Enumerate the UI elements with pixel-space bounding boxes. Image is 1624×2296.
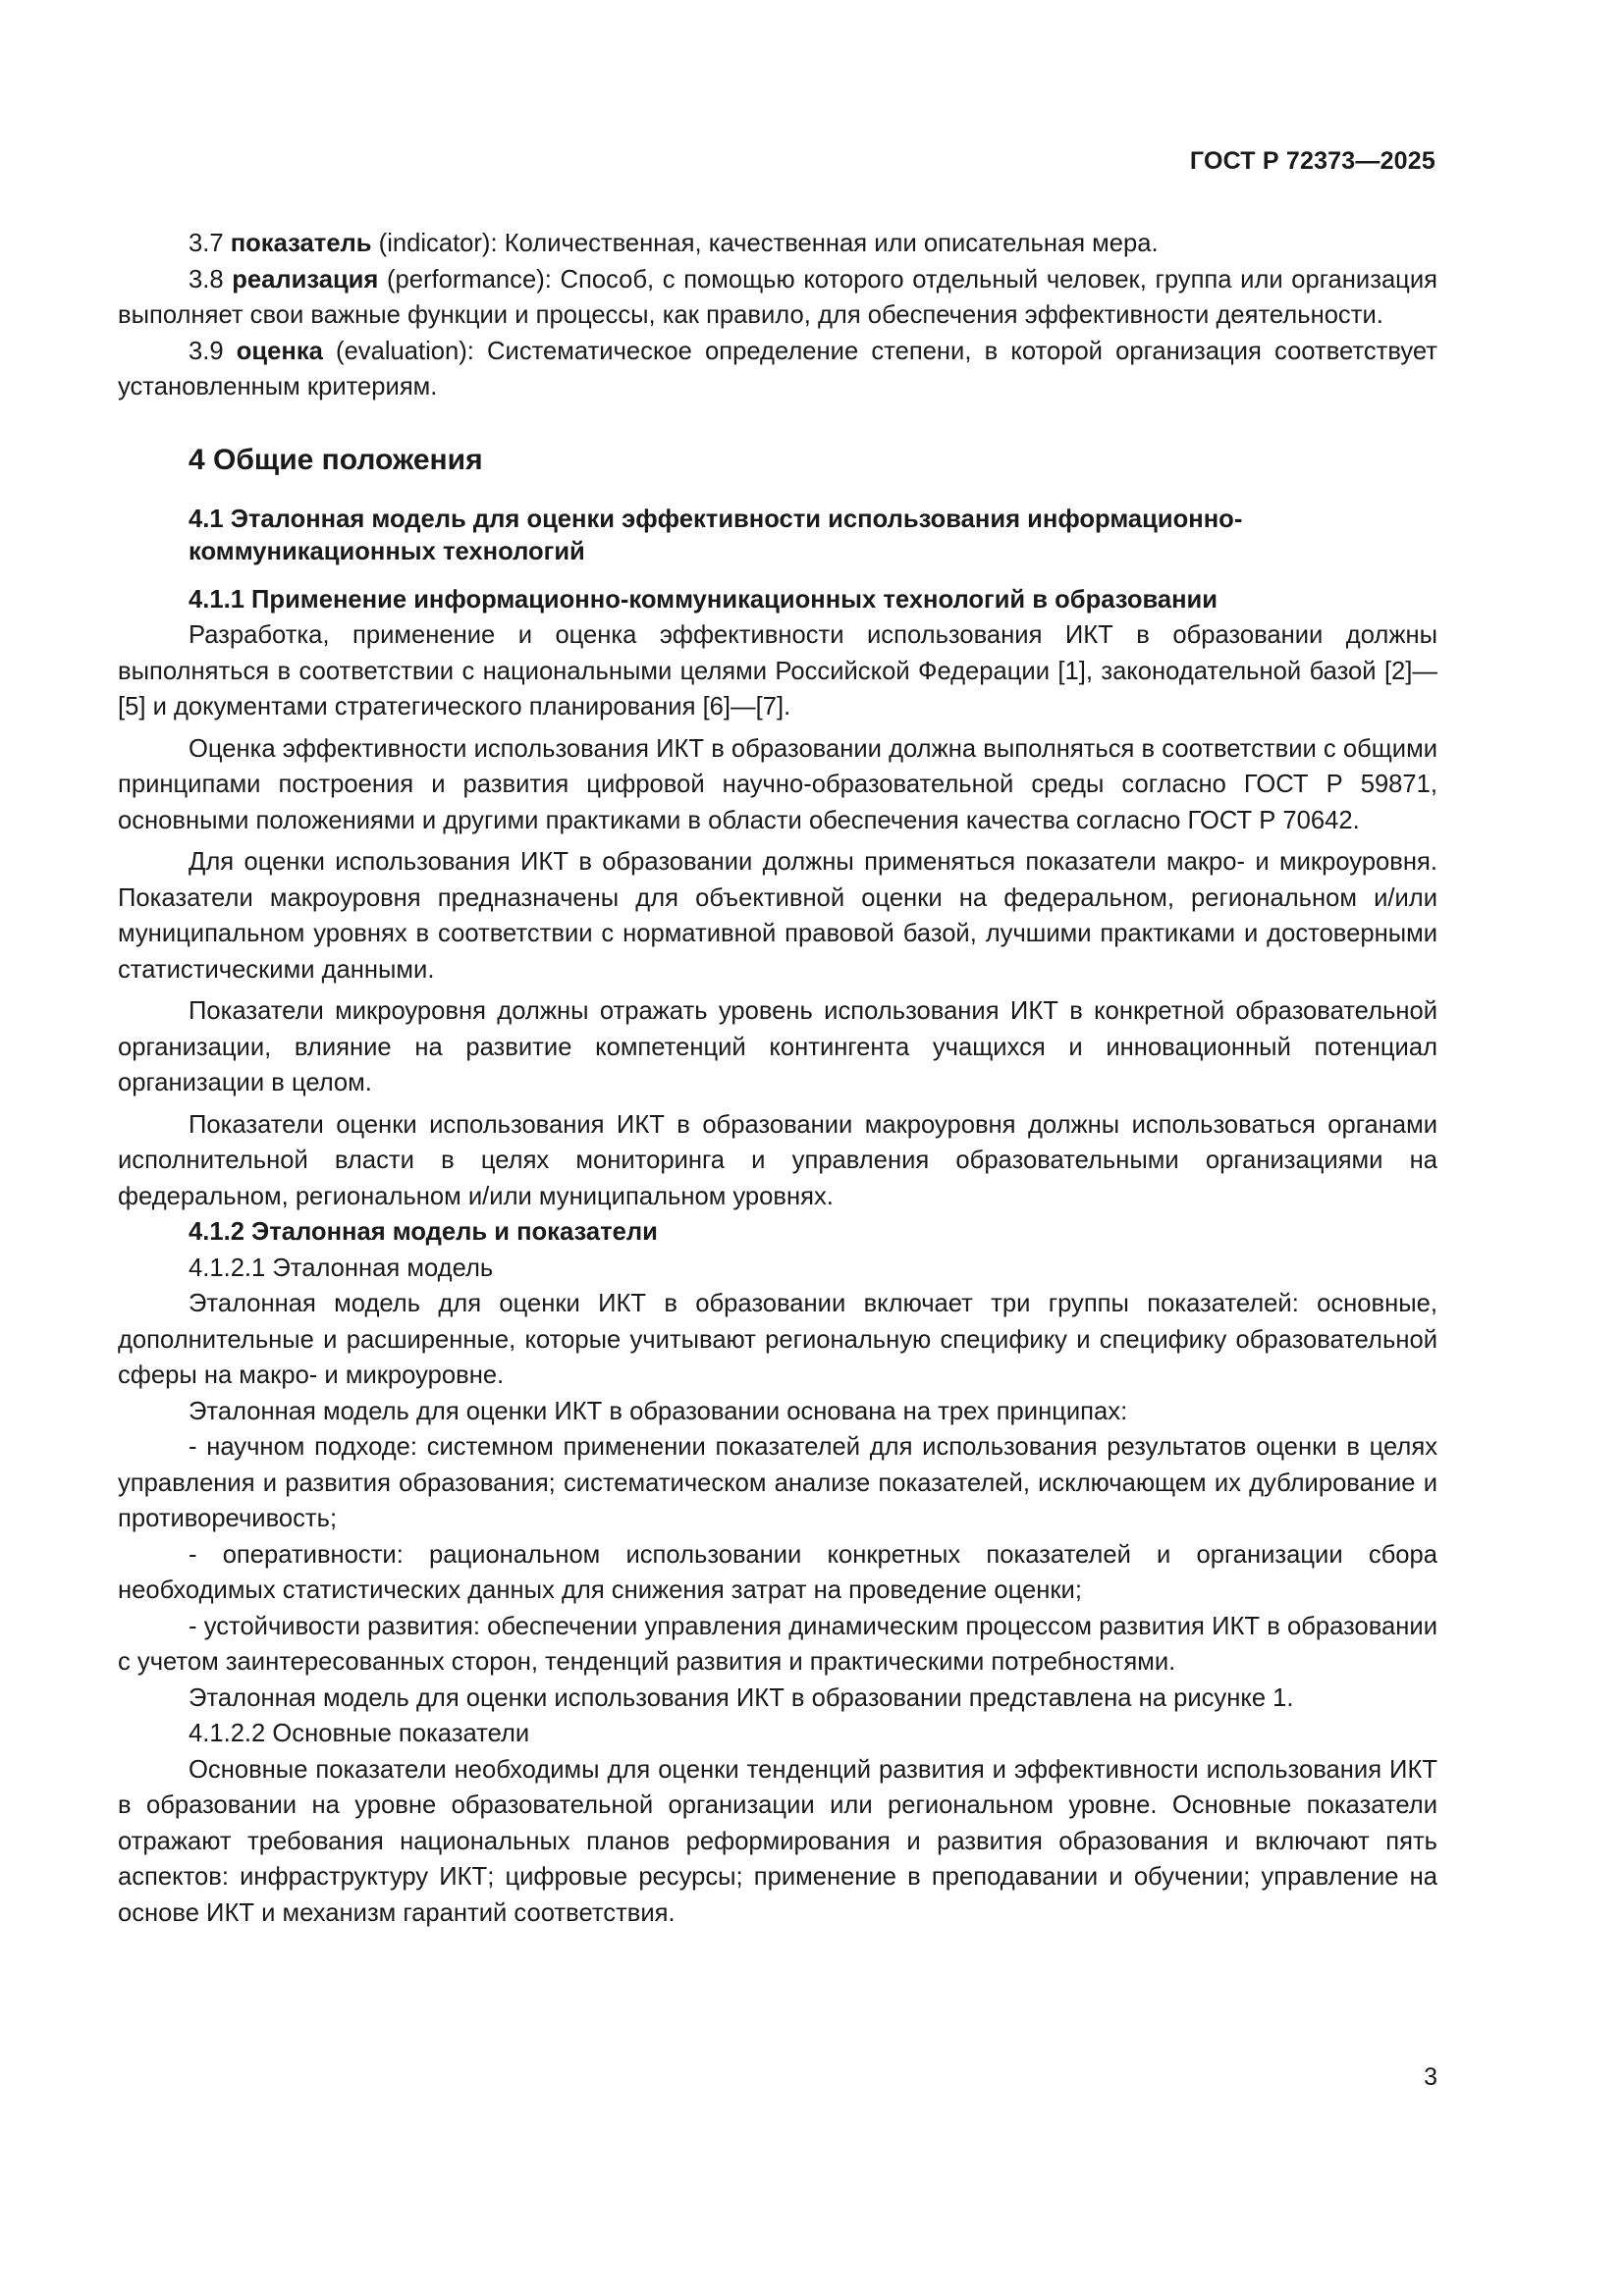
section-4-heading: 4 Общие положения — [189, 443, 483, 476]
definition-term: оценка — [236, 337, 323, 365]
paragraph: Показатели микроуровня должны отражать уровень использования ИКТ в конкретной образовательной организации, влияние на развитие компетенций контингента учащихся и инновационный потенциал организации в целом. — [118, 997, 1437, 1096]
definition-term: реализация — [232, 265, 379, 294]
section-4-1-2-heading: 4.1.2 Эталонная модель и показатели — [189, 1218, 658, 1246]
document-header: ГОСТ Р 72373—2025 — [1189, 147, 1435, 175]
list-item: - научном подходе: системном применении показателей для использования результатов оценки в целях управления и развития образования; систематическом анализе показателей, исключающем их дублирование и противоречивость; — [118, 1433, 1437, 1532]
section-4-1-1-heading: 4.1.1 Применение информационно-коммуникационных технологий в образовании — [189, 585, 1218, 614]
definition-number: 3.8 — [189, 265, 224, 294]
list-item: - оперативности: рациональном использовании конкретных показателей и организации сбора необходимых статистических данных для снижения затрат на проведение оценки; — [118, 1540, 1437, 1604]
section-4-1-2-2-heading: 4.1.2.2 Основные показатели — [189, 1720, 530, 1747]
definition-english: (performance) — [387, 265, 545, 294]
paragraph: Основные показатели необходимы для оценки тенденций развития и эффективности использования ИКТ в образовании на уровне образовательной организации или региональном уровне. Основные показатели отражают требования национальных планов реформирования и развития образования и включают пять аспектов: инфраструктуру ИКТ; цифровые ресурсы; применение в преподавании и обучении; управление на основе ИКТ и механизм гарантий соответствия. — [118, 1755, 1437, 1927]
page-number: 3 — [1424, 2063, 1437, 2091]
section-4-1-2-1-heading: 4.1.2.1 Эталонная модель — [189, 1254, 494, 1282]
list-item: - устойчивости развития: обеспечении управления динамическим процессом развития ИКТ в образовании с учетом заинтересованных сторон, тенденций развития и практическими потребностями. — [118, 1612, 1437, 1676]
paragraph: Эталонная модель для оценки ИКТ в образовании включает три группы показателей: основные, дополнительные и расширенные, которые учитывают региональную специфику и специфику образовательной сферы на макро- и микроуровне. — [118, 1290, 1437, 1389]
definition-text: : Способ, с помощью которого отдельный человек, группа или организация выполняет свои важные функции и процессы, как правило, для обеспечения эффективности деятельности. — [118, 265, 1437, 329]
definition-english: (indicator) — [378, 230, 491, 257]
definition-text: : Систематическое определение степени, в которой организация соответствует установленным критериям. — [118, 337, 1437, 400]
definition-text: : Количественная, качественная или описательная мера. — [490, 230, 1159, 257]
paragraph: Показатели оценки использования ИКТ в образовании макроуровня должны использоваться органами исполнительной власти в целях мониторинга и управления образовательными организациями на федеральном, региональном и/или муниципальном уровнях. — [118, 1110, 1437, 1210]
definition-term: показатель — [230, 230, 372, 257]
paragraph: Оценка эффективности использования ИКТ в образовании должна выполняться в соответствии с общими принципами построения и развития цифровой научно-образовательной среды согласно ГОСТ Р 59871, основными положениями и другими практиками в области обеспечения качества согласно ГОСТ Р 70642. — [118, 734, 1437, 834]
definition-3-9 — [118, 334, 1437, 405]
definition-english: (evaluation) — [336, 337, 467, 365]
document-body — [118, 226, 1437, 1931]
paragraph: Разработка, применение и оценка эффективности использования ИКТ в образовании должны выполняться в соответствии с национальными целями Российской Федерации [1], законодательной базой [2]—[5] и документами стратегического планирования [6]—[7]. — [118, 621, 1437, 721]
definition-3-7 — [118, 226, 1437, 262]
definition-3-8 — [118, 262, 1437, 334]
definition-number: 3.9 — [189, 337, 224, 365]
paragraph: Эталонная модель для оценки использования ИКТ в образовании представлена на рисунке 1. — [189, 1683, 1294, 1712]
paragraph: Эталонная модель для оценки ИКТ в образовании основана на трех принципах: — [189, 1397, 1128, 1425]
section-4-1-heading: 4.1 Эталонная модель для оценки эффективности использования информационно-коммуникационных технологий — [189, 505, 1243, 565]
definition-number: 3.7 — [189, 230, 224, 257]
paragraph: Для оценки использования ИКТ в образовании должны применяться показатели макро- и микроуровня. Показатели макроуровня предназначены для объективной оценки на федеральном, региональном и/или муниципальном уровнях в соответствии с нормативной правовой базой, лучшими практиками и достоверными статистическими данными. — [118, 848, 1437, 984]
